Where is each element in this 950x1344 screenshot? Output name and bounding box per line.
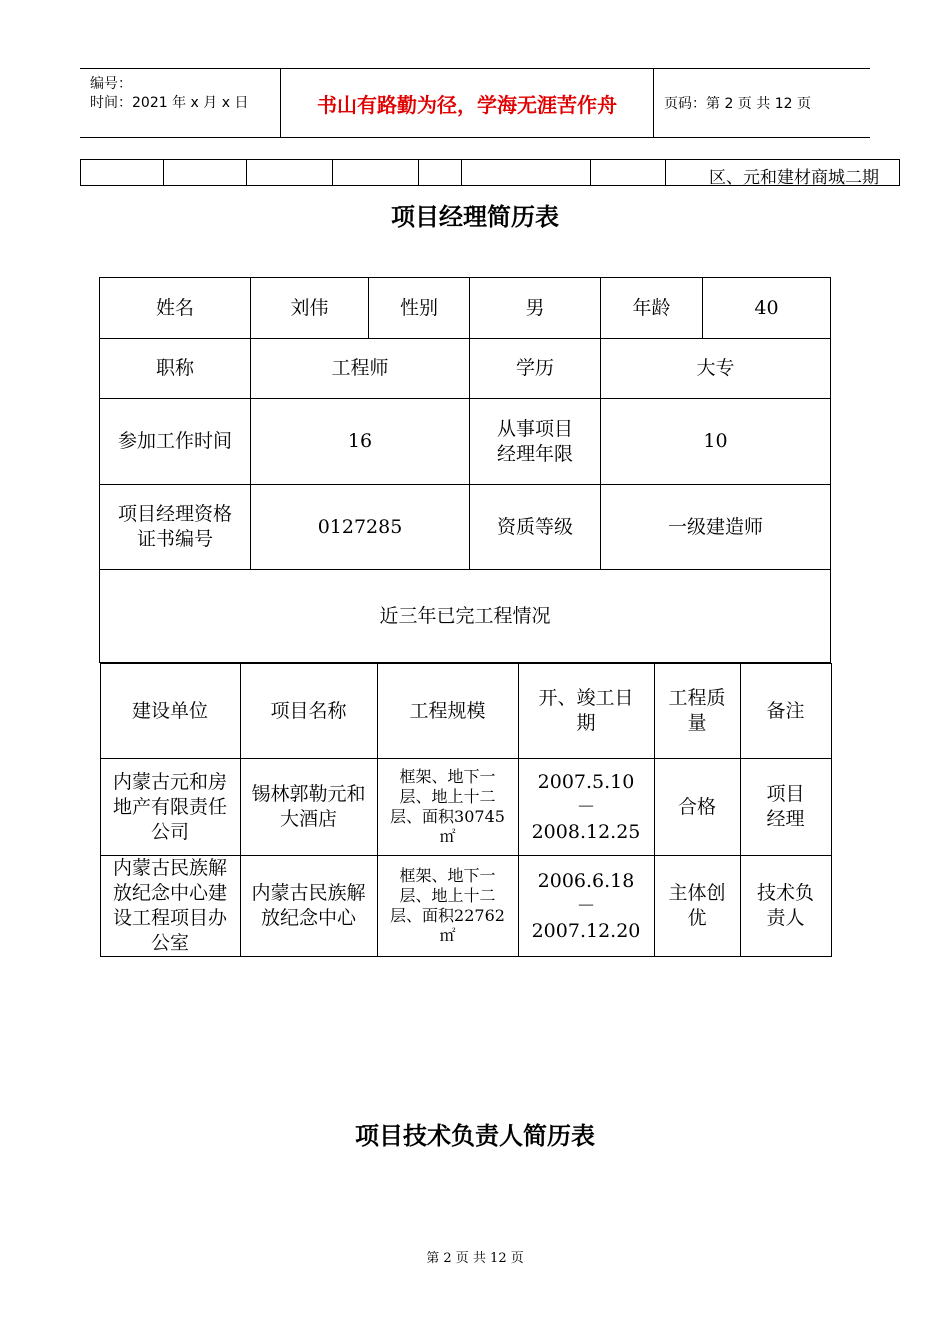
edu-value: 大专 bbox=[601, 339, 831, 399]
table-cell: 框架、地下一层、地上十二层、面积22762㎡ bbox=[377, 856, 518, 957]
table-cell: 2007.5.10－2008.12.25 bbox=[518, 759, 654, 856]
cert-value: 0127285 bbox=[251, 485, 470, 570]
resume-title: 项目经理简历表 bbox=[391, 203, 559, 231]
title-value: 工程师 bbox=[251, 339, 470, 399]
col-header: 开、竣工日期 bbox=[518, 664, 654, 759]
table-cell: 内蒙古元和房地产有限责任公司 bbox=[100, 759, 240, 856]
resume-table bbox=[99, 277, 831, 957]
table-cell: 内蒙古民族解放纪念中心建设工程项目办公室 bbox=[100, 856, 240, 957]
name-value: 刘伟 bbox=[251, 278, 369, 339]
previous-table-strip bbox=[80, 159, 900, 186]
name-label: 姓名 bbox=[100, 278, 251, 339]
col-header: 工程规模 bbox=[377, 664, 518, 759]
number-label: 编号： bbox=[90, 76, 132, 92]
work-time-value: 16 bbox=[251, 399, 470, 485]
page-footer: 第 2 页 共 12 页 bbox=[426, 1251, 524, 1266]
table-row bbox=[100, 759, 831, 856]
table-cell: 技术负责人 bbox=[740, 856, 831, 957]
table-cell: 项目经理 bbox=[740, 759, 831, 856]
title-label: 职称 bbox=[100, 339, 251, 399]
age-label: 年龄 bbox=[601, 278, 703, 339]
table-cell: 内蒙古民族解放纪念中心 bbox=[240, 856, 377, 957]
pm-years-value: 10 bbox=[601, 399, 831, 485]
table-cell: 锡林郭勒元和大酒店 bbox=[240, 759, 377, 856]
level-value: 一级建造师 bbox=[601, 485, 831, 570]
gender-value: 男 bbox=[470, 278, 601, 339]
level-label: 资质等级 bbox=[470, 485, 601, 570]
table-cell: 合格 bbox=[654, 759, 740, 856]
age-value: 40 bbox=[703, 278, 831, 339]
pm-years-label: 从事项目经理年限 bbox=[470, 399, 601, 485]
col-header: 工程质量 bbox=[654, 664, 740, 759]
page-header bbox=[80, 68, 870, 138]
table-cell: 框架、地下一层、地上十二层、面积30745㎡ bbox=[377, 759, 518, 856]
header-meta bbox=[80, 69, 281, 137]
col-header: 备注 bbox=[740, 664, 831, 759]
col-header: 建设单位 bbox=[100, 664, 240, 759]
table-cell: 2006.6.18－2007.12.20 bbox=[518, 856, 654, 957]
time-label: 时间：2021 年 x 月 x 日 bbox=[90, 95, 249, 111]
cert-label: 项目经理资格证书编号 bbox=[100, 485, 251, 570]
gender-label: 性别 bbox=[369, 278, 470, 339]
projects-subtable-cell bbox=[100, 663, 831, 958]
edu-label: 学历 bbox=[470, 339, 601, 399]
work-time-label: 参加工作时间 bbox=[100, 399, 251, 485]
tech-lead-resume-title: 项目技术负责人简历表 bbox=[355, 1122, 595, 1150]
header-page-info: 页码：第 2 页 共 12 页 bbox=[664, 96, 811, 112]
table-row bbox=[100, 856, 831, 957]
strip-text: 区、元和建材商城二期 bbox=[709, 168, 879, 188]
header-motto: 书山有路勤为径，学海无涯苦作舟 bbox=[281, 69, 654, 137]
recent-projects-label: 近三年已完工程情况 bbox=[100, 570, 831, 663]
projects-table bbox=[100, 663, 832, 957]
table-cell: 主体创优 bbox=[654, 856, 740, 957]
col-header: 项目名称 bbox=[240, 664, 377, 759]
